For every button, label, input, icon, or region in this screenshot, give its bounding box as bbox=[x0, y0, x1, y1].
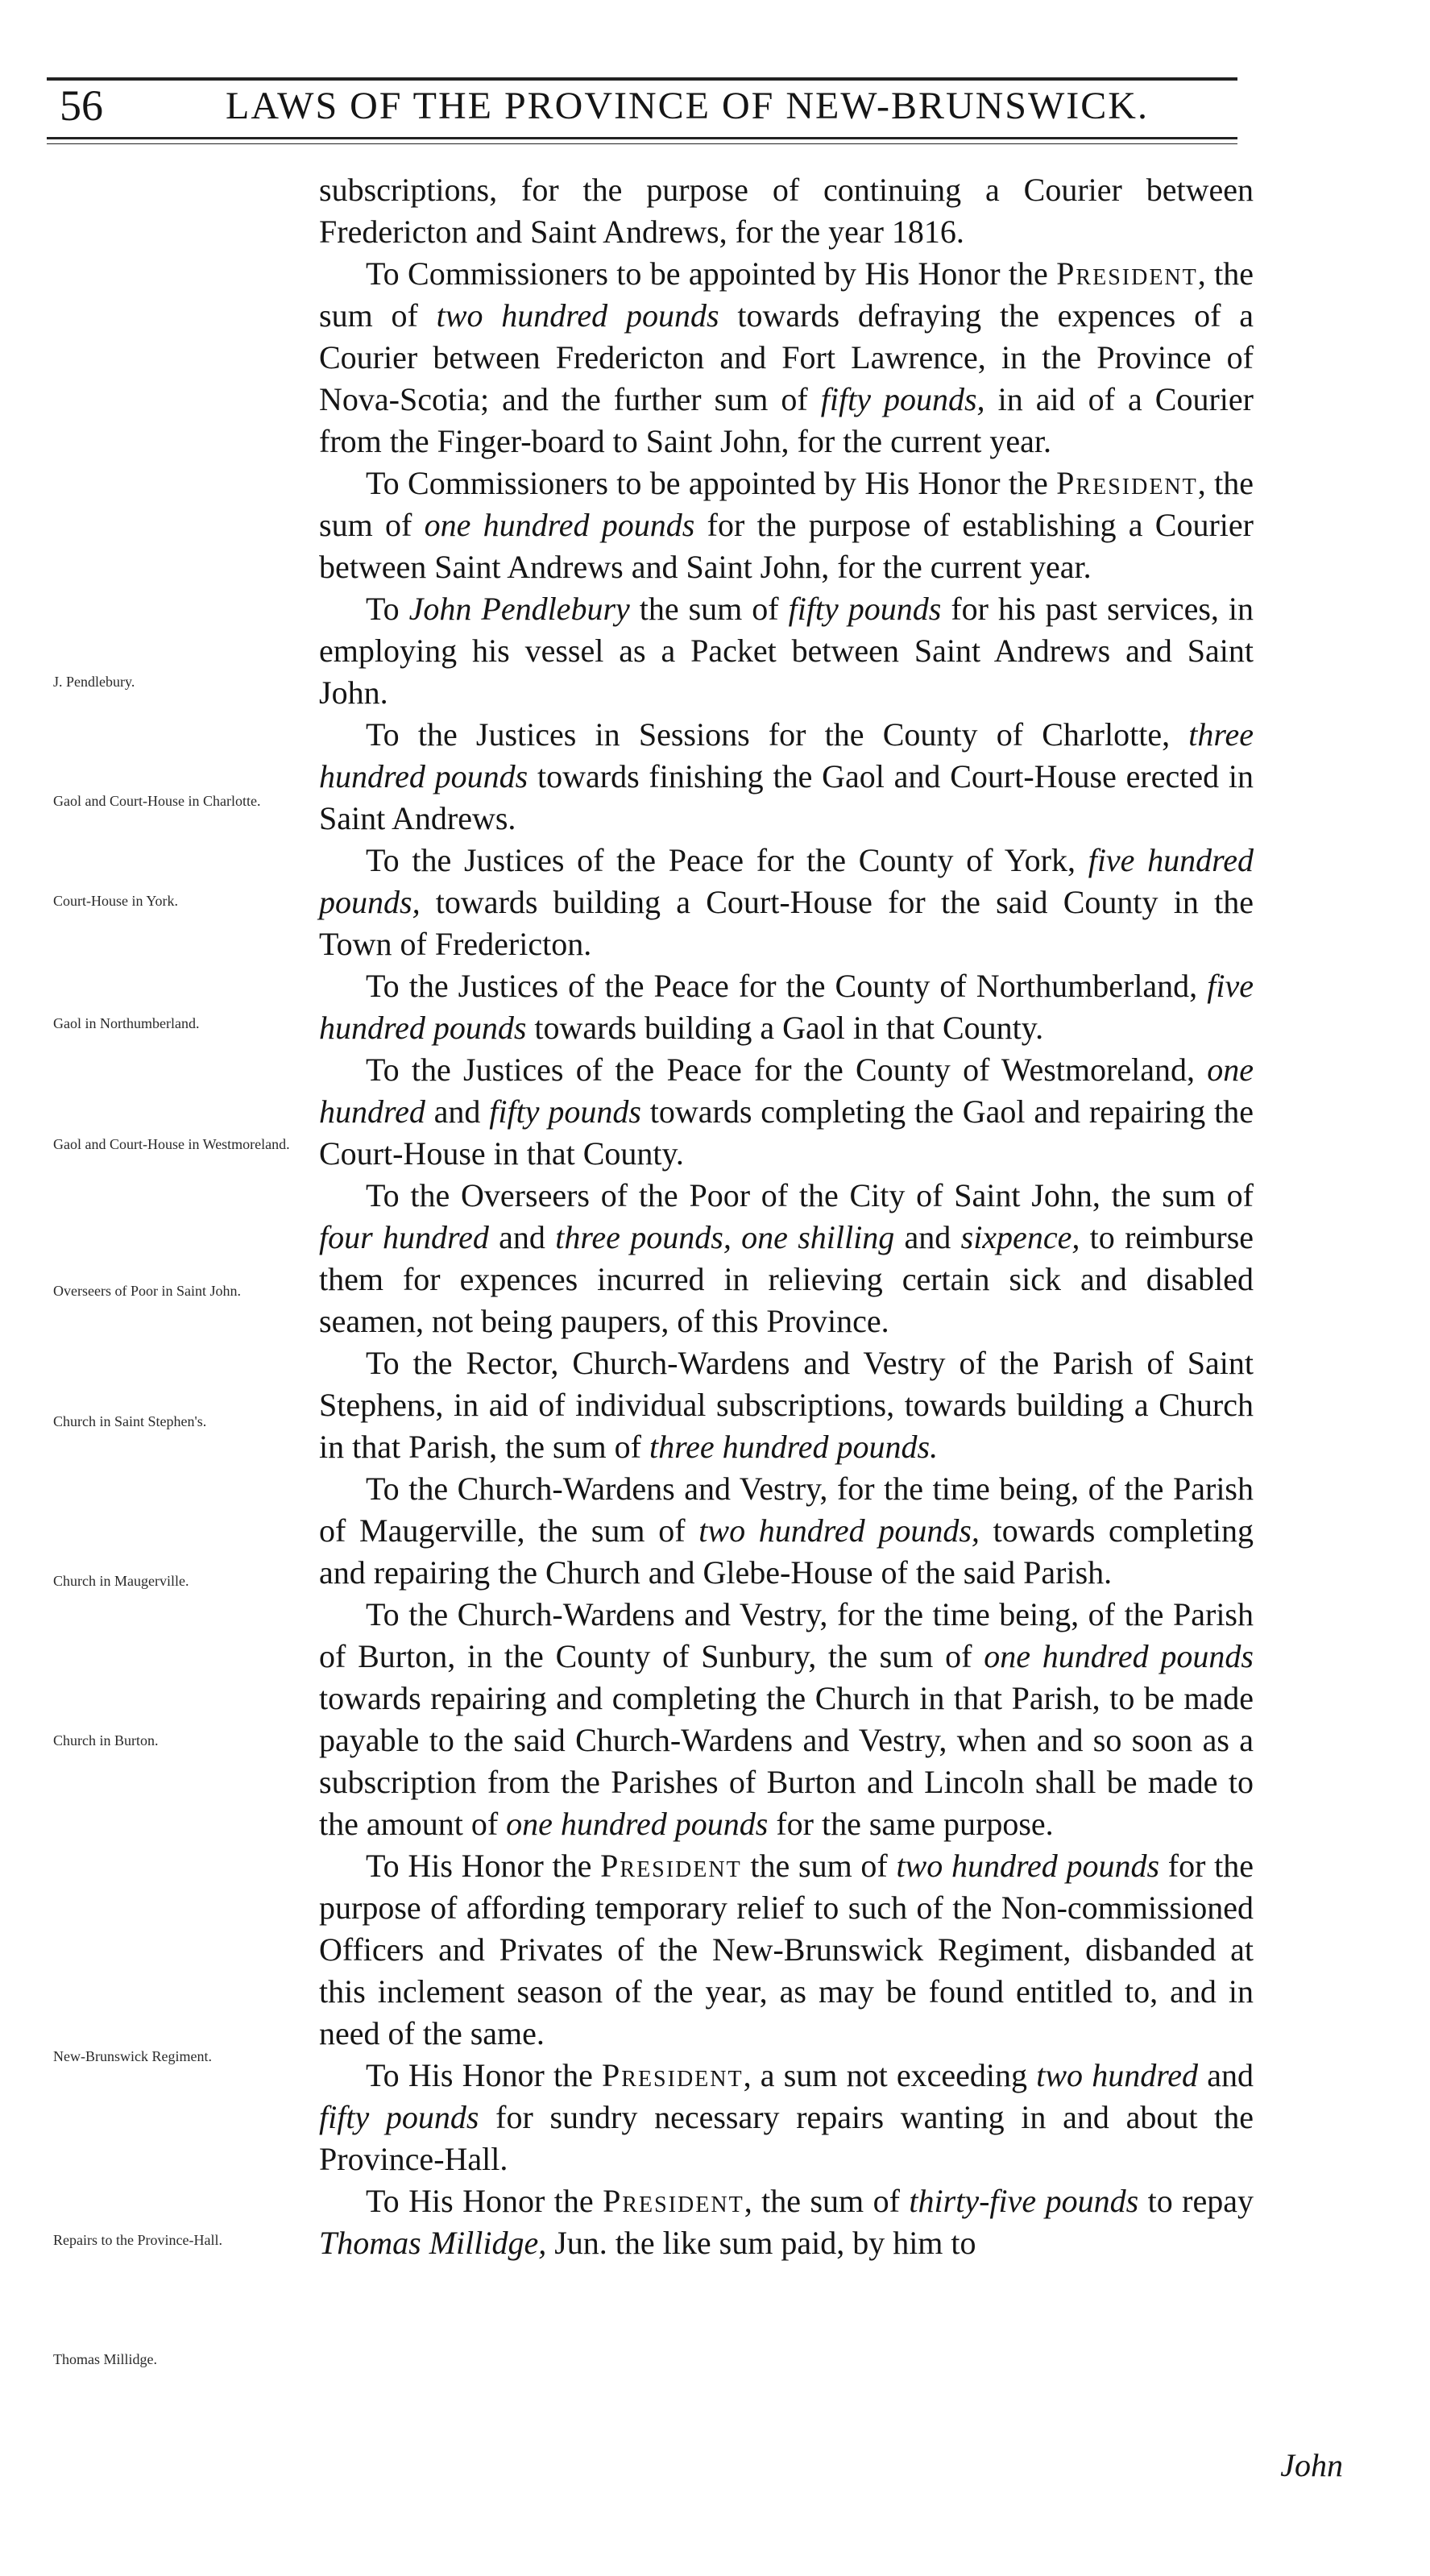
text-run: To the Justices of the Peace for the County of Northumberland, bbox=[366, 968, 1208, 1004]
running-head: LAWS OF THE PROVINCE OF NEW-BRUNSWICK. bbox=[226, 85, 1149, 127]
text-run: subscriptions, for the purpose of continuing a Courier between Fredericton and Saint Andrews, for the year 1816. bbox=[319, 172, 1254, 250]
text-run: To Commissioners to be appointed by His Honor the bbox=[366, 465, 1057, 501]
amount: fifty pounds bbox=[319, 2099, 479, 2135]
text-run: and bbox=[1198, 2057, 1254, 2093]
paragraph bbox=[319, 714, 1254, 840]
person-name: Thomas Millidge, bbox=[319, 2225, 547, 2261]
amount: thirty-five pounds bbox=[909, 2183, 1139, 2219]
paragraph bbox=[319, 1594, 1254, 1845]
body-text bbox=[319, 169, 1254, 2264]
amount: sixpence, bbox=[960, 1219, 1080, 1255]
amount: fifty pounds bbox=[788, 591, 942, 627]
paragraph bbox=[319, 253, 1254, 463]
margin-note-westmoreland: Gaol and Court-House in Westmoreland. bbox=[53, 1136, 290, 1152]
text-run: , the sum of bbox=[319, 255, 1254, 334]
text-run: To the Church-Wardens and Vestry, for the time being, of the Parish of Maugerville, the sum of bbox=[319, 1471, 1254, 1549]
margin-note-province-hall: Repairs to the Province-Hall. bbox=[53, 2232, 222, 2248]
text-run: Jun. the like sum paid, by him to bbox=[546, 2225, 976, 2261]
text-run: towards building a Gaol in that County. bbox=[526, 1010, 1044, 1046]
amount: four hundred bbox=[319, 1219, 489, 1255]
margin-note-burton: Church in Burton. bbox=[53, 1732, 159, 1748]
paragraph bbox=[319, 2055, 1254, 2180]
amount: five hundred pounds, bbox=[319, 842, 1254, 920]
amount: one hundred bbox=[319, 1052, 1254, 1130]
amount: one hundred pounds bbox=[424, 507, 695, 543]
margin-note-overseers: Overseers of Poor in Saint John. bbox=[53, 1283, 241, 1299]
text-run: to repay bbox=[1138, 2183, 1254, 2219]
amount: three pounds, one shilling bbox=[555, 1219, 895, 1255]
text-run: for the same purpose. bbox=[768, 1806, 1054, 1842]
amount: two hundred pounds, bbox=[698, 1512, 980, 1549]
margin-note-charlotte: Gaol and Court-House in Charlotte. bbox=[53, 793, 261, 809]
paragraph bbox=[319, 2180, 1254, 2264]
rule-low bbox=[47, 143, 1237, 144]
rule-top bbox=[47, 77, 1237, 81]
margin-note-st-stephens: Church in Saint Stephen's. bbox=[53, 1413, 207, 1429]
margin-note-northumberland: Gaol in Northumberland. bbox=[53, 1015, 200, 1031]
text-run: for the purpose of affording temporary relief to such of the Non-commissioned Officers and Privates of the New-Brunswick Regiment, disbanded at this inclement season of the year, as may be found entitled to, and in need of the same. bbox=[319, 1848, 1254, 2051]
text-run: for his past services, in employing his vessel as a Packet between Saint Andrews and Saint John. bbox=[319, 591, 1254, 711]
paragraph bbox=[319, 1342, 1254, 1468]
text-run: towards completing and repairing the Church and Glebe-House of the said Parish. bbox=[319, 1512, 1254, 1591]
person-name: John Pendlebury bbox=[408, 591, 630, 627]
paragraph bbox=[319, 1049, 1254, 1175]
paragraph bbox=[319, 1175, 1254, 1342]
text-run: towards building a Court-House for the said County in the Town of Fredericton. bbox=[319, 884, 1254, 962]
text-run: , a sum not exceeding bbox=[743, 2057, 1037, 2093]
text-run: to reimburse them for expences incurred in relieving certain sick and disabled seamen, not being paupers, of this Province. bbox=[319, 1219, 1254, 1339]
text-run: towards defraying the expences of a Courier between Fredericton and Fort Lawrence, in the Province of Nova-Scotia; and the further sum of bbox=[319, 297, 1254, 417]
paragraph bbox=[319, 1845, 1254, 2055]
text-run: towards finishing the Gaol and Court-House erected in Saint Andrews. bbox=[319, 758, 1254, 836]
amount: fifty pounds bbox=[489, 1093, 641, 1130]
paragraph bbox=[319, 463, 1254, 588]
paragraph bbox=[319, 965, 1254, 1049]
text-run: To the Church-Wardens and Vestry, for the time being, of the Parish of Burton, in the County of Sunbury, the sum of bbox=[319, 1596, 1254, 1674]
text-run: To His Honor the bbox=[366, 2183, 603, 2219]
text-run: towards repairing and completing the Church in that Parish, to be made payable to the said Church-Wardens and Vestry, when and so soon as a subscription from the Parishes of Burton and Lincoln shall be made to the amount of bbox=[319, 1680, 1254, 1842]
paragraph bbox=[319, 169, 1254, 253]
amount: two hundred pounds bbox=[896, 1848, 1160, 1884]
margin-note-millidge: Thomas Millidge. bbox=[53, 2351, 157, 2367]
paragraph bbox=[319, 588, 1254, 714]
president-title: President bbox=[602, 2057, 744, 2093]
paragraph bbox=[319, 1468, 1254, 1594]
text-run: in aid of a Courier from the Finger-board to Saint John, for the current year. bbox=[319, 381, 1254, 459]
amount: three hundred pounds bbox=[319, 716, 1254, 794]
amount: two hundred bbox=[1036, 2057, 1199, 2093]
page-number: 56 bbox=[60, 81, 103, 130]
text-run: the sum of bbox=[629, 591, 789, 627]
amount: fifty pounds, bbox=[820, 381, 985, 417]
text-run: To His Honor the bbox=[366, 1848, 601, 1884]
text-run: , the sum of bbox=[319, 465, 1254, 543]
amount: one hundred pounds bbox=[984, 1638, 1254, 1674]
text-run: To bbox=[366, 591, 409, 627]
amount: three hundred pounds. bbox=[649, 1429, 939, 1465]
margin-note-pendlebury: J. Pendlebury. bbox=[53, 674, 135, 690]
text-run: To the Rector, Church-Wardens and Vestry of the Parish of Saint Stephens, in aid of individual subscriptions, towards building a Church in that Parish, the sum of bbox=[319, 1345, 1254, 1465]
text-run: and bbox=[425, 1093, 490, 1130]
text-run: , the sum of bbox=[744, 2183, 910, 2219]
amount: one hundred pounds bbox=[506, 1806, 769, 1842]
text-run: towards completing the Gaol and repairing the Court-House in that County. bbox=[319, 1093, 1254, 1172]
president-title: President bbox=[603, 2183, 744, 2219]
paragraph bbox=[319, 840, 1254, 965]
catchword: John bbox=[1280, 2447, 1343, 2483]
text-run: for sundry necessary repairs wanting in and about the Province-Hall. bbox=[319, 2099, 1254, 2177]
president-title: President bbox=[1056, 465, 1198, 501]
amount: five hundred pounds bbox=[319, 968, 1254, 1046]
text-run: To the Justices in Sessions for the County of Charlotte, bbox=[366, 716, 1189, 753]
text-run: To His Honor the bbox=[366, 2057, 603, 2093]
text-run: To the Justices of the Peace for the County of Westmoreland, bbox=[366, 1052, 1208, 1088]
text-run: and bbox=[894, 1219, 961, 1255]
president-title: President bbox=[600, 1848, 742, 1884]
text-run: To the Justices of the Peace for the County of York, bbox=[366, 842, 1088, 878]
president-title: President bbox=[1056, 255, 1198, 292]
text-run: the sum of bbox=[741, 1848, 897, 1884]
margin-note-maugerville: Church in Maugerville. bbox=[53, 1573, 189, 1589]
margin-note-regiment: New-Brunswick Regiment. bbox=[53, 2048, 212, 2064]
text-run: To Commissioners to be appointed by His Honor the bbox=[366, 255, 1057, 292]
text-run: To the Overseers of the Poor of the City of Saint John, the sum of bbox=[366, 1177, 1254, 1213]
rule-mid bbox=[47, 137, 1237, 139]
text-run: for the purpose of establishing a Courier between Saint Andrews and Saint John, for the current year. bbox=[319, 507, 1254, 585]
text-run: and bbox=[488, 1219, 556, 1255]
amount: two hundred pounds bbox=[436, 297, 719, 334]
margin-note-york: Court-House in York. bbox=[53, 893, 179, 909]
